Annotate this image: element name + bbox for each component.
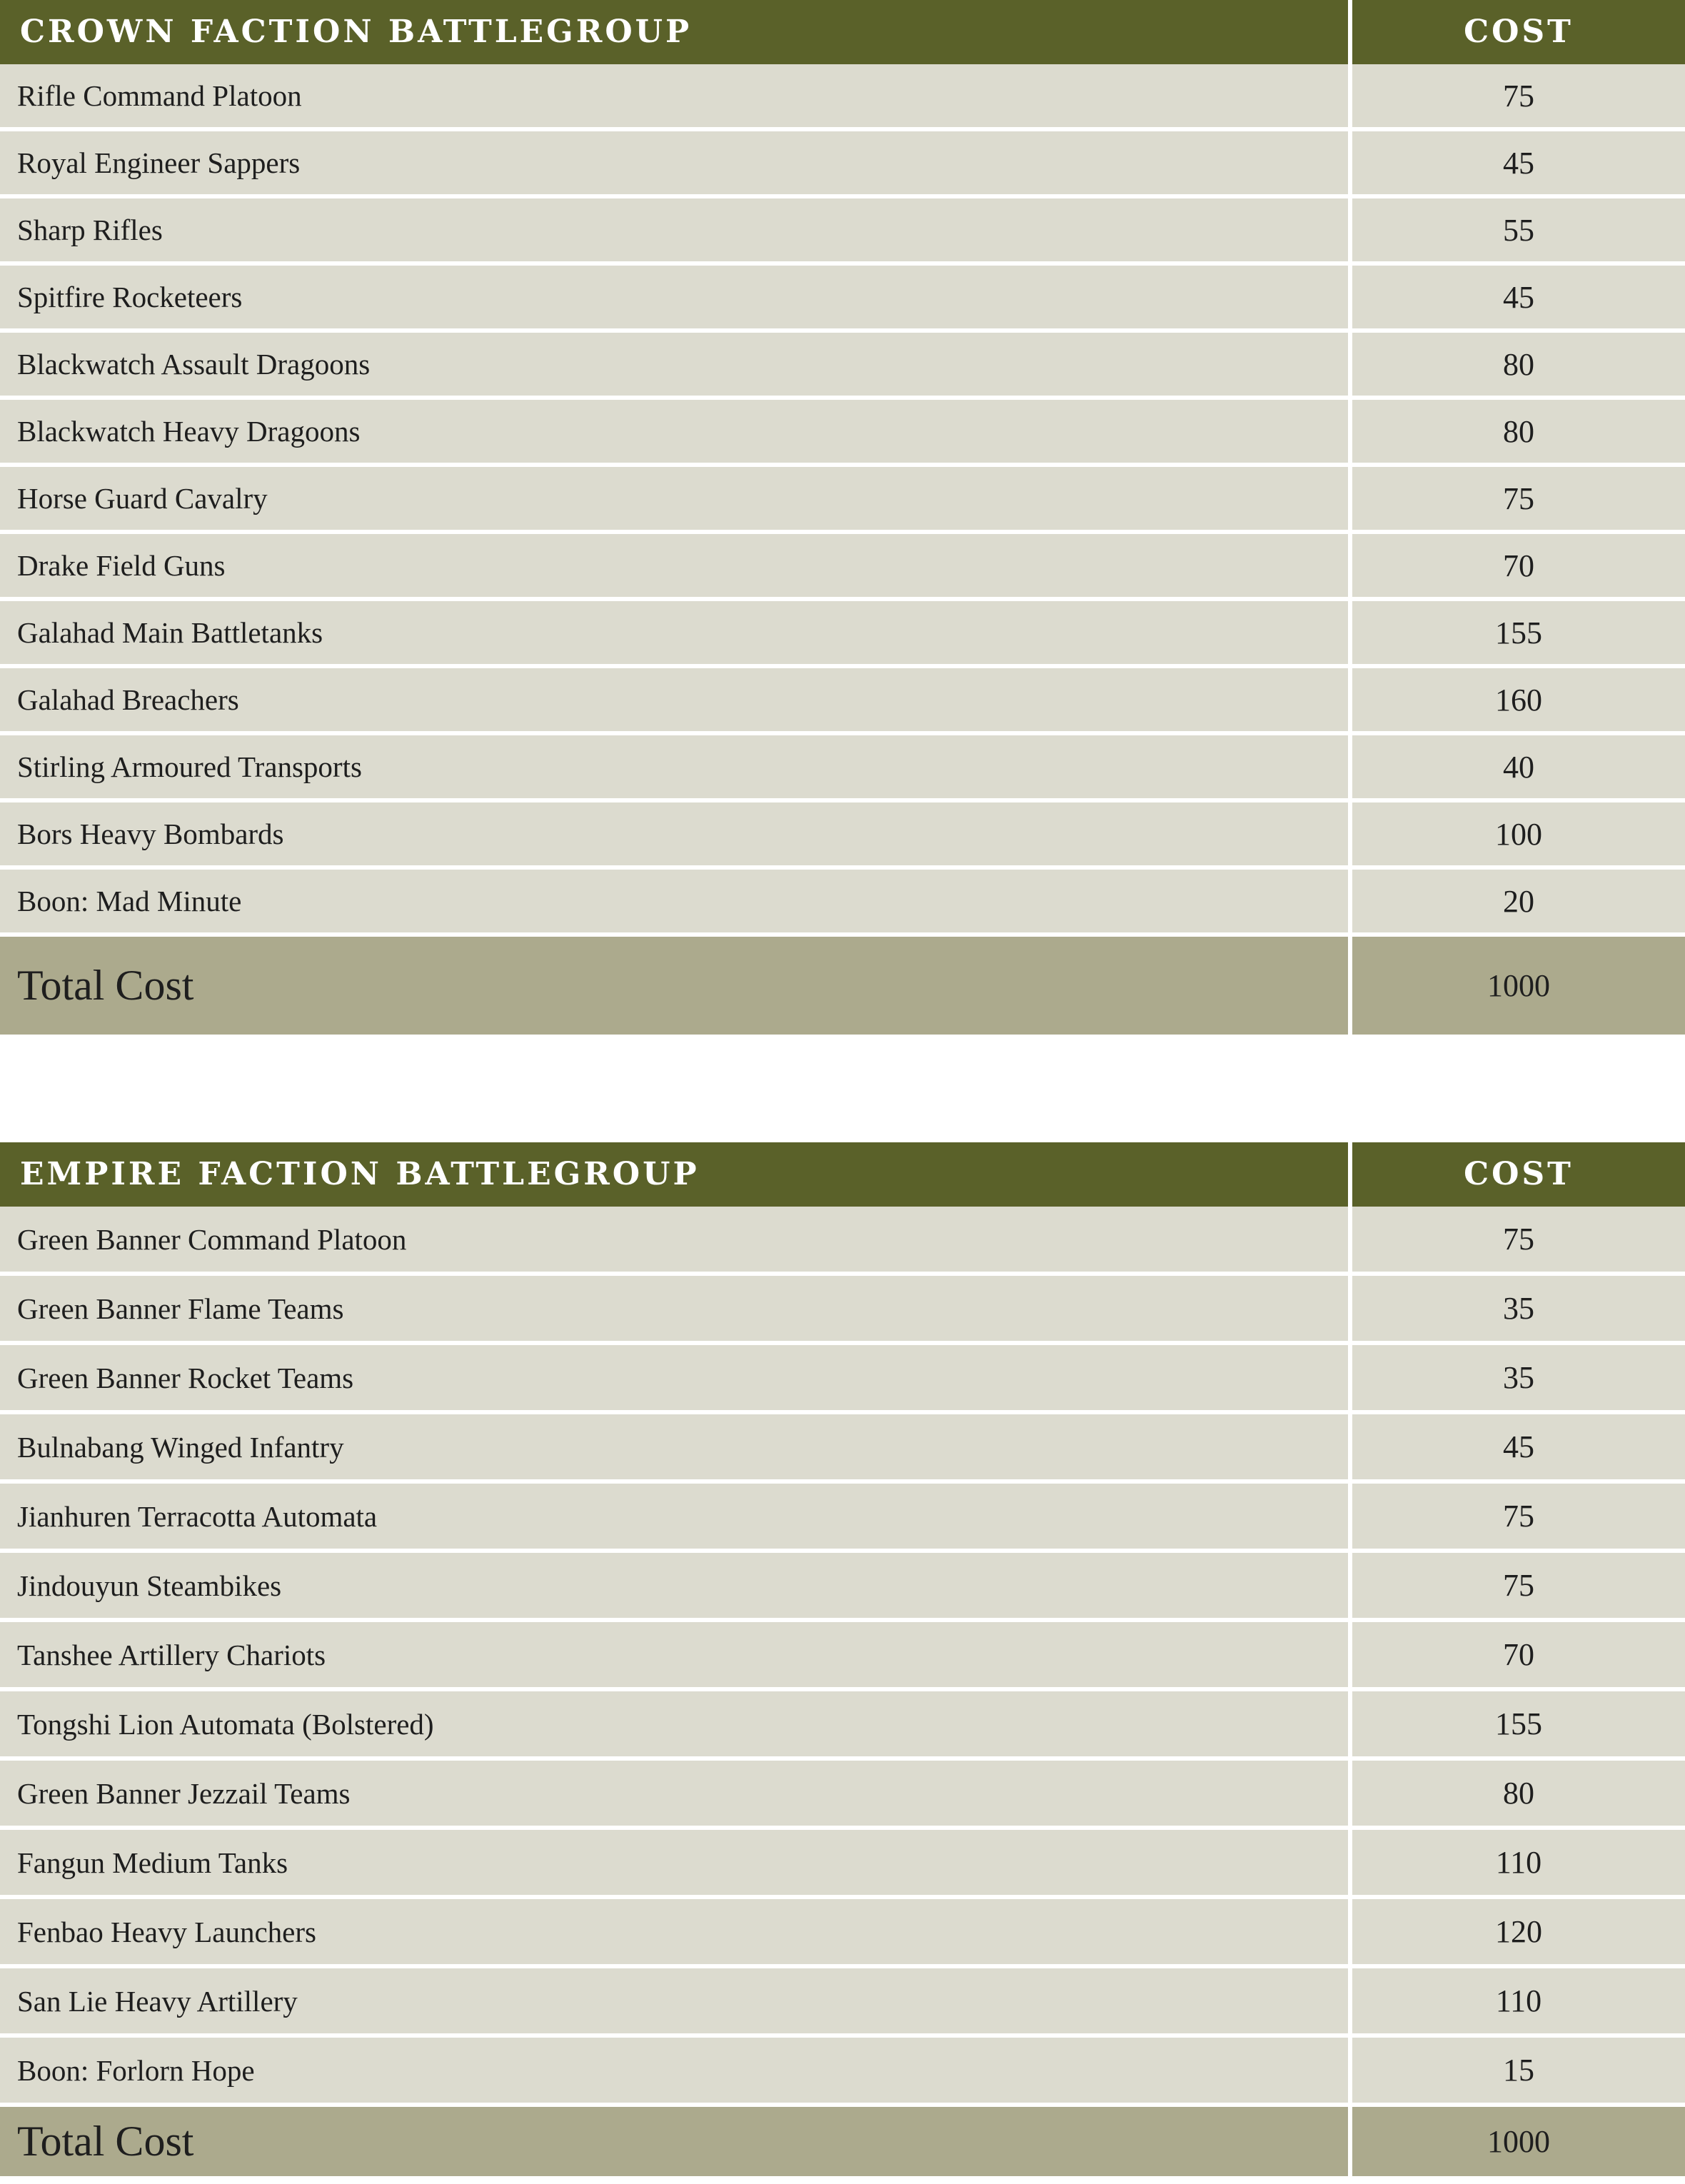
unit-cost: 70 [1503, 548, 1534, 583]
unit-cost: 15 [1503, 2053, 1534, 2088]
unit-cost: 75 [1503, 1499, 1534, 1534]
total-cost-row [0, 2103, 1685, 2176]
unit-name: Blackwatch Heavy Dragoons [17, 415, 361, 448]
crown-battlegroup-table [0, 0, 1685, 1035]
unit-cost: 155 [1495, 615, 1542, 650]
table-row [0, 798, 1685, 865]
unit-cost: 120 [1495, 1914, 1542, 1949]
unit-name: Tanshee Artillery Chariots [17, 1638, 326, 1671]
table-row [0, 1618, 1685, 1687]
table-row [0, 328, 1685, 396]
unit-cost: 110 [1495, 1983, 1542, 2018]
unit-cost: 100 [1495, 816, 1542, 852]
unit-name: Spitfire Rocketeers [17, 281, 243, 313]
unit-cost: 20 [1503, 883, 1534, 919]
unit-name: Drake Field Guns [17, 549, 226, 582]
unit-cost: 45 [1503, 279, 1534, 315]
unit-name: Boon: Forlorn Hope [17, 2053, 255, 2087]
table-row [0, 1826, 1685, 1895]
unit-cost: 75 [1503, 78, 1534, 114]
unit-name: Boon: Mad Minute [17, 885, 242, 917]
unit-cost: 45 [1503, 145, 1534, 181]
unit-name: Galahad Breachers [17, 683, 239, 716]
unit-name: Tongshi Lion Automata (Bolstered) [17, 1707, 434, 1741]
unit-name: Bulnabang Winged Infantry [17, 1430, 344, 1464]
table-row [0, 664, 1685, 731]
unit-cost: 110 [1495, 1845, 1542, 1880]
unit-cost: 45 [1503, 1429, 1534, 1464]
total-cost-row [0, 932, 1685, 1035]
unit-name: Jindouyun Steambikes [17, 1569, 282, 1602]
unit-name: Fenbao Heavy Launchers [17, 1915, 316, 1948]
table-header [0, 1142, 1685, 1207]
unit-cost: 40 [1503, 749, 1534, 785]
unit-name: Green Banner Flame Teams [17, 1292, 344, 1325]
unit-cost: 75 [1503, 1568, 1534, 1603]
unit-cost: 155 [1495, 1706, 1542, 1741]
total-cost-label: Total Cost [17, 962, 194, 1009]
unit-name: Horse Guard Cavalry [17, 482, 268, 515]
table-row [0, 1964, 1685, 2033]
table-title: EMPIRE FACTION BATTLEGROUP [20, 1156, 700, 1192]
unit-name: Blackwatch Assault Dragoons [17, 348, 371, 381]
empire-battlegroup-table [0, 1142, 1685, 2176]
table-row [0, 1272, 1685, 1341]
unit-name: Green Banner Command Platoon [17, 1222, 407, 1256]
table-row [0, 2033, 1685, 2103]
unit-cost: 70 [1503, 1637, 1534, 1672]
table-row [0, 194, 1685, 261]
unit-name: Jianhuren Terracotta Automata [17, 1499, 378, 1533]
table-row [0, 463, 1685, 530]
unit-name: Green Banner Jezzail Teams [17, 1776, 351, 1810]
table-row [0, 1687, 1685, 1756]
table-row [0, 1207, 1685, 1272]
unit-name: Sharp Rifles [17, 213, 163, 246]
table-row [0, 127, 1685, 194]
table-row [0, 731, 1685, 798]
table-row [0, 1756, 1685, 1826]
table-row [0, 1895, 1685, 1964]
table-row [0, 597, 1685, 664]
cost-column-header: COST [1464, 1156, 1574, 1192]
unit-cost: 35 [1503, 1291, 1534, 1326]
total-cost-value: 1000 [1487, 968, 1550, 1003]
cost-column-header: COST [1464, 14, 1574, 50]
unit-cost: 80 [1503, 1776, 1534, 1811]
table-body [0, 1207, 1685, 2103]
table-row [0, 1549, 1685, 1618]
unit-cost: 160 [1495, 682, 1542, 718]
unit-name: Stirling Armoured Transports [17, 750, 362, 783]
unit-cost: 55 [1503, 212, 1534, 248]
unit-cost: 35 [1503, 1360, 1534, 1395]
table-title: CROWN FACTION BATTLEGROUP [20, 14, 693, 50]
table-row [0, 64, 1685, 127]
table-header [0, 0, 1685, 64]
unit-name: San Lie Heavy Artillery [17, 1984, 298, 2018]
unit-name: Bors Heavy Bombards [17, 817, 284, 850]
unit-cost: 80 [1503, 413, 1534, 449]
unit-cost: 75 [1503, 1222, 1534, 1257]
table-row [0, 261, 1685, 328]
table-row [0, 1341, 1685, 1410]
table-row [0, 396, 1685, 463]
total-cost-value: 1000 [1487, 2124, 1550, 2159]
total-cost-label: Total Cost [17, 2118, 194, 2165]
unit-name: Fangun Medium Tanks [17, 1846, 288, 1879]
table-row [0, 1410, 1685, 1479]
unit-name: Rifle Command Platoon [17, 79, 302, 112]
unit-name: Royal Engineer Sappers [17, 146, 301, 179]
unit-cost: 80 [1503, 346, 1534, 382]
table-body [0, 64, 1685, 932]
unit-name: Green Banner Rocket Teams [17, 1361, 354, 1394]
table-row [0, 865, 1685, 932]
table-row [0, 530, 1685, 597]
unit-name: Galahad Main Battletanks [17, 616, 323, 649]
unit-cost: 75 [1503, 480, 1534, 516]
table-row [0, 1479, 1685, 1549]
